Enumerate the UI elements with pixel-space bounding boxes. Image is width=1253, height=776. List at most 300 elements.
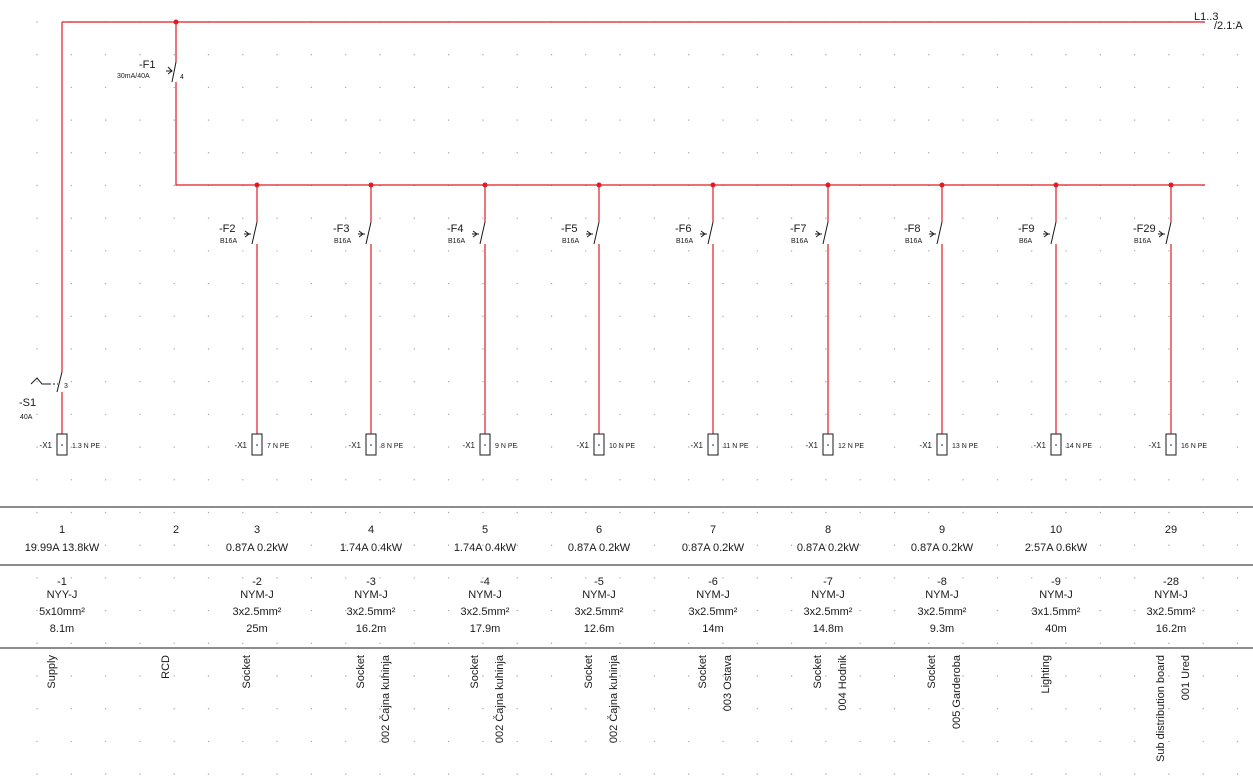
grid-dot	[654, 741, 655, 742]
terminal-label: 1.3 N PE	[72, 443, 101, 450]
grid-dot	[997, 577, 998, 578]
grid-dot	[1168, 479, 1169, 480]
dot-grid	[36, 21, 1238, 775]
grid-dot	[242, 381, 243, 382]
grid-dot	[208, 708, 209, 709]
grid-dot	[311, 54, 312, 55]
grid-dot	[71, 316, 72, 317]
grid-dot	[174, 512, 175, 513]
grid-dot	[36, 316, 37, 317]
grid-dot	[860, 675, 861, 676]
grid-dot	[928, 741, 929, 742]
grid-dot	[379, 87, 380, 88]
grid-dot	[139, 54, 140, 55]
circuit-location: 002 Čajna kuhinja	[608, 655, 620, 744]
terminal-dot	[827, 444, 829, 446]
terminal-label: 11 N PE	[723, 443, 749, 450]
grid-dot	[928, 773, 929, 774]
grid-dot	[414, 348, 415, 349]
terminal-label: 8 N PE	[381, 443, 404, 450]
grid-dot	[585, 643, 586, 644]
grid-dot	[894, 675, 895, 676]
grid-dot	[36, 643, 37, 644]
grid-dot	[757, 675, 758, 676]
grid-dot	[585, 152, 586, 153]
supply-rating: 40A	[20, 414, 33, 421]
grid-dot	[722, 218, 723, 219]
grid-dot	[105, 348, 106, 349]
grid-dot	[654, 348, 655, 349]
grid-dot	[688, 381, 689, 382]
grid-dot	[71, 250, 72, 251]
grid-dot	[1168, 316, 1169, 317]
grid-dot	[1100, 152, 1101, 153]
grid-dot	[242, 152, 243, 153]
grid-dot	[722, 250, 723, 251]
grid-dot	[1100, 610, 1101, 611]
grid-dot	[1237, 773, 1238, 774]
breaker-rating: B16A	[791, 238, 809, 245]
grid-dot	[1237, 577, 1238, 578]
grid-dot	[1237, 218, 1238, 219]
grid-dot	[311, 512, 312, 513]
grid-dot	[997, 348, 998, 349]
grid-dot	[757, 348, 758, 349]
grid-dot	[1134, 643, 1135, 644]
grid-dot	[105, 446, 106, 447]
grid-dot	[174, 185, 175, 186]
circuit-function: RCD	[160, 655, 172, 679]
terminal-label: 14 N PE	[1066, 443, 1093, 450]
grid-dot	[379, 577, 380, 578]
grid-dot	[894, 708, 895, 709]
grid-dot	[311, 250, 312, 251]
grid-dot	[345, 218, 346, 219]
grid-dot	[1203, 119, 1204, 120]
grid-dot	[619, 152, 620, 153]
grid-dot	[962, 479, 963, 480]
grid-dot	[1100, 773, 1101, 774]
cable-number: -5	[594, 576, 604, 588]
circuit-number: 29	[1164, 524, 1178, 536]
grid-dot	[1031, 708, 1032, 709]
grid-dot	[1100, 348, 1101, 349]
grid-dot	[619, 773, 620, 774]
grid-dot	[105, 316, 106, 317]
grid-dot	[276, 708, 277, 709]
grid-dot	[517, 414, 518, 415]
grid-dot	[757, 54, 758, 55]
terminal-prefix: -X1	[919, 441, 932, 450]
grid-dot	[997, 414, 998, 415]
grid-dot	[139, 545, 140, 546]
cable-number: -3	[366, 576, 376, 588]
grid-dot	[276, 414, 277, 415]
grid-dot	[1100, 381, 1101, 382]
grid-dot	[654, 773, 655, 774]
grid-dot	[1203, 218, 1204, 219]
grid-dot	[345, 283, 346, 284]
grid-dot	[619, 283, 620, 284]
terminal-dot	[256, 444, 258, 446]
grid-dot	[174, 773, 175, 774]
circuit-load: 0.87A 0.2kW	[225, 542, 289, 554]
breaker-rating: B16A	[905, 238, 923, 245]
grid-dot	[448, 577, 449, 578]
breaker-contact	[594, 222, 599, 244]
grid-dot	[688, 54, 689, 55]
grid-dot	[414, 283, 415, 284]
grid-dot	[757, 250, 758, 251]
grid-dot	[928, 512, 929, 513]
grid-dot	[174, 54, 175, 55]
grid-dot	[345, 446, 346, 447]
circuit-function: Socket	[241, 655, 253, 689]
grid-dot	[517, 577, 518, 578]
grid-dot	[105, 773, 106, 774]
grid-dot	[688, 119, 689, 120]
grid-dot	[1237, 283, 1238, 284]
grid-dot	[757, 545, 758, 546]
grid-dot	[174, 643, 175, 644]
grid-dot	[894, 643, 895, 644]
grid-dot	[242, 708, 243, 709]
grid-dot	[1203, 512, 1204, 513]
terminal-label: 12 N PE	[838, 443, 865, 450]
grid-dot	[1065, 316, 1066, 317]
grid-dot	[860, 218, 861, 219]
grid-dot	[619, 381, 620, 382]
grid-dot	[36, 675, 37, 676]
terminal-prefix: -X1	[690, 441, 703, 450]
grid-dot	[242, 577, 243, 578]
circuit-function: Lighting	[1040, 655, 1052, 694]
grid-dot	[619, 512, 620, 513]
grid-dot	[208, 479, 209, 480]
grid-dot	[757, 643, 758, 644]
grid-dot	[1203, 414, 1204, 415]
grid-dot	[997, 283, 998, 284]
grid-dot	[997, 512, 998, 513]
grid-dot	[36, 119, 37, 120]
grid-dot	[860, 773, 861, 774]
grid-dot	[276, 577, 277, 578]
grid-dot	[414, 250, 415, 251]
grid-dot	[36, 54, 37, 55]
grid-dot	[71, 283, 72, 284]
grid-dot	[1134, 414, 1135, 415]
grid-dot	[894, 250, 895, 251]
grid-dot	[517, 152, 518, 153]
grid-dot	[825, 643, 826, 644]
grid-dot	[414, 675, 415, 676]
cable-number: -7	[823, 576, 833, 588]
grid-dot	[551, 54, 552, 55]
grid-dot	[757, 283, 758, 284]
grid-dot	[825, 348, 826, 349]
grid-dot	[139, 119, 140, 120]
grid-dot	[71, 54, 72, 55]
grid-dot	[139, 218, 140, 219]
grid-dot	[962, 119, 963, 120]
grid-dot	[414, 479, 415, 480]
cable-length: 14.8m	[812, 623, 844, 635]
grid-dot	[105, 708, 106, 709]
grid-dot	[894, 218, 895, 219]
grid-dot	[894, 446, 895, 447]
grid-dot	[1134, 152, 1135, 153]
grid-dot	[1168, 643, 1169, 644]
grid-dot	[345, 316, 346, 317]
grid-dot	[174, 119, 175, 120]
grid-dot	[1168, 119, 1169, 120]
grid-dot	[345, 54, 346, 55]
grid-dot	[1065, 348, 1066, 349]
grid-dot	[1031, 87, 1032, 88]
grid-dot	[997, 610, 998, 611]
grid-dot	[482, 675, 483, 676]
grid-dot	[928, 577, 929, 578]
grid-dot	[139, 414, 140, 415]
cable-cross-section: 3x2.5mm²	[460, 606, 510, 618]
grid-dot	[688, 479, 689, 480]
grid-dot	[345, 708, 346, 709]
grid-dot	[894, 414, 895, 415]
grid-dot	[997, 316, 998, 317]
grid-dot	[36, 414, 37, 415]
grid-dot	[345, 675, 346, 676]
grid-dot	[276, 283, 277, 284]
grid-dot	[482, 152, 483, 153]
grid-dot	[619, 577, 620, 578]
grid-dot	[379, 119, 380, 120]
grid-dot	[551, 283, 552, 284]
breaker-rating: B16A	[1134, 238, 1152, 245]
grid-dot	[482, 479, 483, 480]
terminal-prefix: -X1	[462, 441, 475, 450]
cable-length: 9.3m	[929, 623, 955, 635]
grid-dot	[894, 152, 895, 153]
grid-dot	[551, 675, 552, 676]
circuit-load: 0.87A 0.2kW	[567, 542, 631, 554]
grid-dot	[105, 152, 106, 153]
grid-dot	[757, 152, 758, 153]
grid-dot	[174, 87, 175, 88]
grid-dot	[1134, 119, 1135, 120]
grid-dot	[722, 773, 723, 774]
grid-dot	[276, 218, 277, 219]
grid-dot	[791, 545, 792, 546]
grid-dot	[345, 479, 346, 480]
grid-dot	[208, 545, 209, 546]
grid-dot	[414, 152, 415, 153]
grid-dot	[139, 316, 140, 317]
grid-dot	[825, 675, 826, 676]
grid-dot	[379, 348, 380, 349]
grid-dot	[1168, 414, 1169, 415]
grid-dot	[517, 741, 518, 742]
grid-dot	[276, 675, 277, 676]
grid-dot	[448, 610, 449, 611]
circuit-function: Socket	[812, 655, 824, 689]
grid-dot	[757, 446, 758, 447]
grid-dot	[482, 414, 483, 415]
rcd-tag: -F1	[139, 59, 156, 71]
cable-number: -4	[480, 576, 490, 588]
grid-dot	[825, 414, 826, 415]
grid-dot	[722, 316, 723, 317]
grid-dot	[517, 773, 518, 774]
grid-dot	[414, 610, 415, 611]
grid-dot	[688, 512, 689, 513]
grid-dot	[174, 708, 175, 709]
grid-dot	[1237, 152, 1238, 153]
grid-dot	[551, 250, 552, 251]
grid-dot	[654, 54, 655, 55]
grid-dot	[1237, 348, 1238, 349]
grid-dot	[791, 675, 792, 676]
bus-junction	[174, 20, 179, 25]
grid-dot	[1237, 185, 1238, 186]
grid-dot	[36, 283, 37, 284]
grid-dot	[448, 773, 449, 774]
terminal-label: 10 N PE	[609, 443, 636, 450]
grid-dot	[962, 250, 963, 251]
rcd-rating: 30mA/40A	[117, 73, 150, 80]
cable-type: NYM-J	[811, 589, 845, 601]
grid-dot	[276, 381, 277, 382]
grid-dot	[174, 741, 175, 742]
grid-dot	[71, 708, 72, 709]
grid-dot	[105, 479, 106, 480]
circuit-load: 0.87A 0.2kW	[796, 542, 860, 554]
cable-length: 16.2m	[355, 623, 387, 635]
grid-dot	[722, 512, 723, 513]
cable-length: 40m	[1045, 623, 1067, 635]
grid-dot	[139, 152, 140, 153]
grid-dot	[1203, 87, 1204, 88]
grid-dot	[1168, 348, 1169, 349]
grid-dot	[551, 773, 552, 774]
grid-dot	[585, 708, 586, 709]
grid-dot	[1100, 512, 1101, 513]
grid-dot	[105, 218, 106, 219]
cable-number: -1	[57, 576, 67, 588]
grid-dot	[174, 545, 175, 546]
grid-dot	[1237, 250, 1238, 251]
grid-dot	[105, 87, 106, 88]
grid-dot	[997, 446, 998, 447]
grid-dot	[894, 479, 895, 480]
grid-dot	[1168, 381, 1169, 382]
breaker-tag: -F29	[1133, 223, 1156, 235]
grid-dot	[928, 414, 929, 415]
grid-dot	[997, 381, 998, 382]
grid-dot	[1134, 741, 1135, 742]
grid-dot	[1203, 610, 1204, 611]
grid-dot	[1168, 545, 1169, 546]
grid-dot	[1237, 708, 1238, 709]
grid-dot	[791, 348, 792, 349]
grid-dot	[242, 773, 243, 774]
grid-dot	[928, 87, 929, 88]
grid-dot	[860, 414, 861, 415]
grid-dot	[688, 348, 689, 349]
grid-dot	[1237, 414, 1238, 415]
grid-dot	[825, 283, 826, 284]
grid-dot	[105, 512, 106, 513]
grid-dot	[517, 316, 518, 317]
grid-dot	[1203, 708, 1204, 709]
bus-label: L1..3	[1194, 11, 1219, 23]
grid-dot	[654, 479, 655, 480]
grid-dot	[345, 250, 346, 251]
grid-dot	[414, 446, 415, 447]
grid-dot	[757, 87, 758, 88]
grid-dot	[414, 381, 415, 382]
grid-dot	[1065, 479, 1066, 480]
grid-dot	[962, 152, 963, 153]
grid-dot	[208, 54, 209, 55]
grid-dot	[1031, 348, 1032, 349]
breaker-tag: -F2	[219, 223, 236, 235]
grid-dot	[688, 773, 689, 774]
grid-dot	[551, 316, 552, 317]
cable-number: -2	[252, 576, 262, 588]
grid-dot	[585, 348, 586, 349]
grid-dot	[688, 250, 689, 251]
grid-dot	[791, 218, 792, 219]
breaker-tag: -F6	[675, 223, 692, 235]
grid-dot	[276, 741, 277, 742]
grid-dot	[414, 643, 415, 644]
grid-dot	[997, 741, 998, 742]
grid-dot	[448, 545, 449, 546]
grid-dot	[722, 479, 723, 480]
grid-dot	[71, 152, 72, 153]
grid-dot	[860, 87, 861, 88]
grid-dot	[722, 577, 723, 578]
grid-dot	[722, 283, 723, 284]
grid-dot	[825, 316, 826, 317]
grid-dot	[345, 87, 346, 88]
grid-dot	[1065, 381, 1066, 382]
grid-dot	[71, 87, 72, 88]
grid-dot	[1237, 316, 1238, 317]
grid-dot	[1168, 675, 1169, 676]
grid-dot	[1100, 218, 1101, 219]
grid-dot	[928, 708, 929, 709]
grid-dot	[448, 414, 449, 415]
grid-dot	[174, 381, 175, 382]
grid-dot	[585, 283, 586, 284]
grid-dot	[1031, 381, 1032, 382]
grid-dot	[551, 512, 552, 513]
grid-dot	[311, 348, 312, 349]
grid-dot	[71, 479, 72, 480]
grid-dot	[722, 643, 723, 644]
grid-dot	[1237, 512, 1238, 513]
grid-dot	[311, 577, 312, 578]
grid-dot	[997, 152, 998, 153]
grid-dot	[551, 218, 552, 219]
grid-dot	[791, 708, 792, 709]
grid-dot	[174, 414, 175, 415]
grid-dot	[71, 218, 72, 219]
grid-dot	[1237, 446, 1238, 447]
circuit-number: 3	[253, 524, 261, 536]
grid-dot	[1203, 741, 1204, 742]
